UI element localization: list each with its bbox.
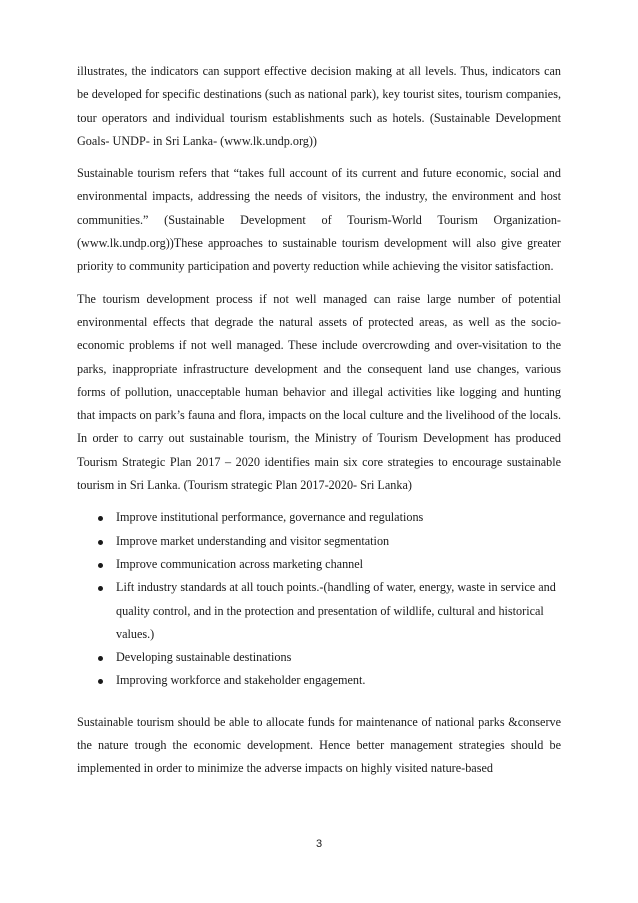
page-number: 3 [315,838,323,850]
page-body [77,60,561,790]
list-item [77,506,561,529]
list-item [77,646,561,669]
strategy-list [77,506,561,692]
list-item [77,669,561,692]
paragraph-indicators: illustrates, the indicators can support effective decision making at all levels. Thus, indicators can be developed for specific destinations (such as national park), key tourist sites, tourism companies, tour operators and individual tourism establishments such as hotels. (Sustainable Development Goals- UNDP- in Sri Lanka- (www.lk.undp.org)) [77,64,561,148]
paragraph-tourism-development-process: The tourism development process if not well managed can raise large number of potential environmental effects that degrade the natural assets of protected areas, as well as the socio-economic problems if not well managed. These include overcrowding and over-visitation to the parks, inappropriate infrastructure development and the consequent land use changes, various forms of pollution, unacceptable human behavior and illegal activities like logging and hunting that impacts on park’s fauna and flora, impacts on the local culture and the livelihood of the locals. In order to carry out sustainable tourism, the Ministry of Tourism Development has produced Tourism Strategic Plan 2017 – 2020 identifies main six core strategies to encourage sustainable tourism in Sri Lanka. (Tourism strategic Plan 2017-2020- Sri Lanka) [77,291,561,493]
list-item-text: Developing sustainable destinations [116,650,292,665]
list-item [77,553,561,576]
list-item-text: Improve institutional performance, governance and regulations [116,510,424,525]
list-item-text: Improving workforce and stakeholder engagement. [116,673,366,688]
bullet-icon [98,563,103,568]
list-item-text: Improve market understanding and visitor segmentation [116,533,390,548]
paragraph-closing: Sustainable tourism should be able to allocate funds for maintenance of national parks &conserve the nature trough the economic development. Hence better management strategies should be implemented in order to minimize the adverse impacts on highly visited nature-based [77,714,561,776]
list-item-text: Lift industry standards at all touch points.-(handling of water, energy, waste in service and quality control, and in the protection and presentation of wildlife, cultural and historical values.) [116,580,556,641]
bullet-icon [98,679,103,684]
paragraph-sustainable-tourism-definition: Sustainable tourism refers that “takes full account of its current and future economic, social and environmental impacts, addressing the needs of visitors, the industry, the environment and host communities.” (Sustainable Development of Tourism-World Tourism Organization-(www.lk.undp.org))These approaches to sustainable tourism development will also give greater priority to community participation and poverty reduction while achieving the visitor satisfaction. [77,166,561,274]
list-item [77,530,561,553]
list-item [77,576,561,646]
bullet-icon [98,540,103,545]
list-item-text: Improve communication across marketing channel [116,556,364,571]
bullet-icon [98,656,103,661]
bullet-icon [98,586,103,591]
bullet-icon [98,516,103,521]
